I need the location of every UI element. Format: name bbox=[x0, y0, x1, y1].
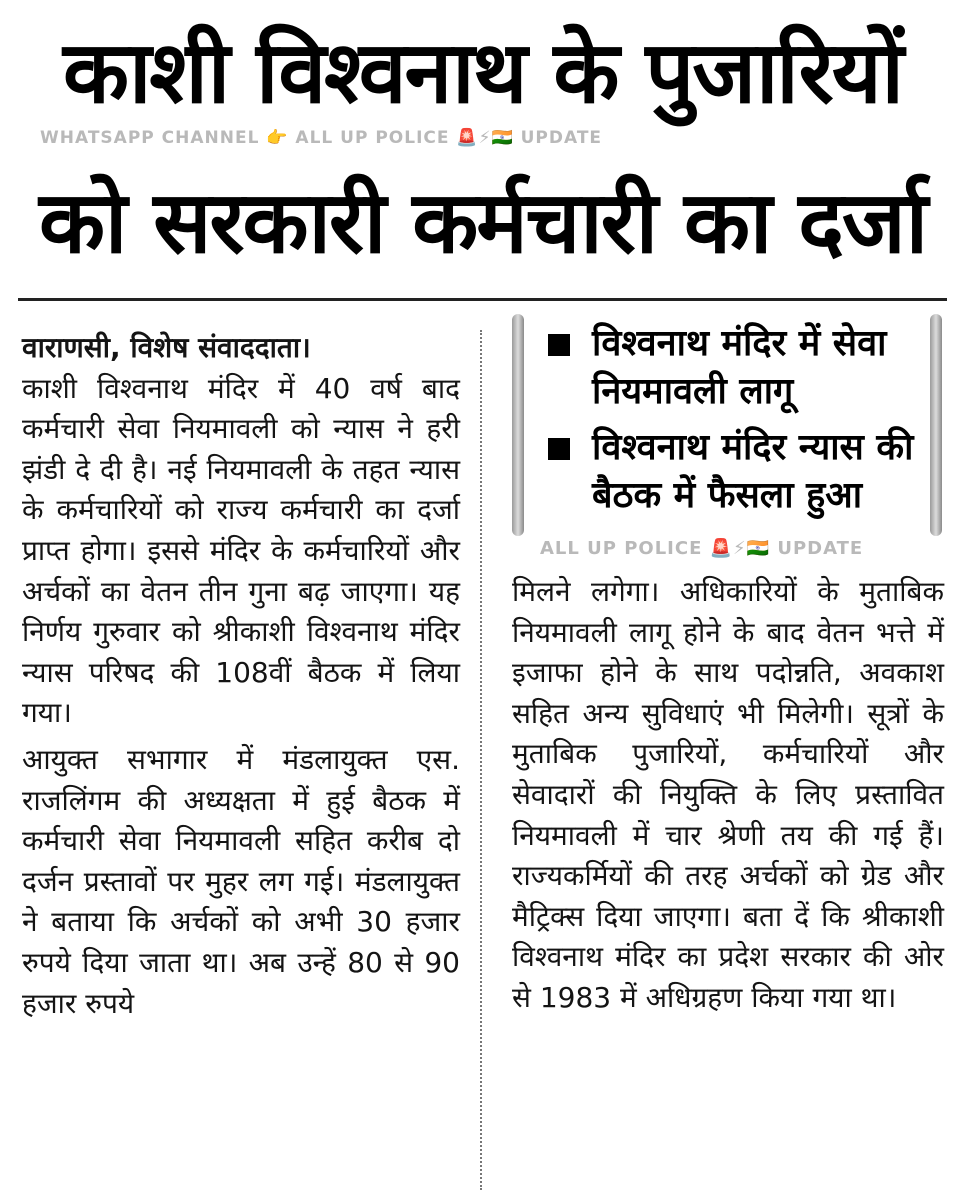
box-bracket-left bbox=[512, 314, 524, 536]
article-paragraph-2: आयुक्त सभागार में मंडलायुक्त एस. राजलिंगम की अध्यक्षता में हुई बैठक में कर्मचारी सेवा नियमावली सहित करीब दो दर्जन प्रस्तावों पर मुहर लग गई। मंडलायुक्त ने बताया कि अर्चकों को अभी 30 हजार रुपये दिया जाता था। अब उन्हें 80 से 90 हजार रुपये bbox=[22, 742, 460, 1020]
article-paragraph-1: काशी विश्वनाथ मंदिर में 40 वर्ष बाद कर्मचारी सेवा नियमावली को न्यास ने हरी झंडी दे दी है। नई नियमावली के तहत न्यास के कर्मचारियों को राज्य कर्मचारी का दर्जा प्राप्त होगा। इससे मंदिर के कर्मचारियों और अर्चकों का वेतन तीन गुना बढ़ जाएगा। यह निर्णय गुरुवार को श्रीकाशी विश्वनाथ मंदिर न्यास परिषद की 108वीं बैठक में लिया गया। bbox=[22, 371, 460, 730]
box-bracket-right bbox=[930, 314, 942, 536]
highlight-item bbox=[548, 320, 918, 416]
bullet-square-icon bbox=[548, 438, 570, 460]
article-column-left bbox=[22, 328, 460, 1024]
highlight-text: विश्वनाथ मंदिर में सेवा नियमावली लागू bbox=[592, 323, 887, 412]
dateline: वाराणसी, विशेष संवाददाता। bbox=[22, 331, 311, 364]
highlight-item bbox=[548, 424, 918, 520]
column-divider bbox=[480, 330, 484, 1190]
article-column-right bbox=[512, 572, 944, 1019]
watermark-top: WHATSAPP CHANNEL 👉 ALL UP POLICE 🚨⚡🇮🇳 UPDATE bbox=[40, 128, 603, 148]
headline-line-1: काशी विश्वनाथ के पुजारियों bbox=[63, 23, 902, 123]
bullet-square-icon bbox=[548, 334, 570, 356]
watermark-box: ALL UP POLICE 🚨⚡🇮🇳 UPDATE bbox=[540, 538, 864, 559]
headline-rule bbox=[18, 298, 947, 301]
headline-line-2: को सरकारी कर्मचारी का दर्जा bbox=[38, 173, 927, 273]
highlight-text: विश्वनाथ मंदिर न्यास की बैठक में फैसला हुआ bbox=[592, 427, 914, 516]
highlight-box bbox=[512, 314, 942, 536]
article-paragraph-3: मिलने लगेगा। अधिकारियों के मुताबिक नियमावली लागू होने के बाद वेतन भत्ते में इजाफा होने के साथ पदोन्नति, अवकाश सहित अन्य सुविधाएं भी मिलेगी। सूत्रों के मुताबिक पुजारियों, कर्मचारियों और सेवादारों की नियुक्ति के लिए प्रस्तावित नियमावली में चार श्रेणी तय की गई हैं। राज्यकर्मियों की तरह अर्चकों को ग्रेड और मैट्रिक्स दिया जाएगा। बता दें कि श्रीकाशी विश्वनाथ मंदिर का प्रदेश सरकार की ओर से 1983 में अधिग्रहण किया गया था। bbox=[512, 575, 944, 1014]
